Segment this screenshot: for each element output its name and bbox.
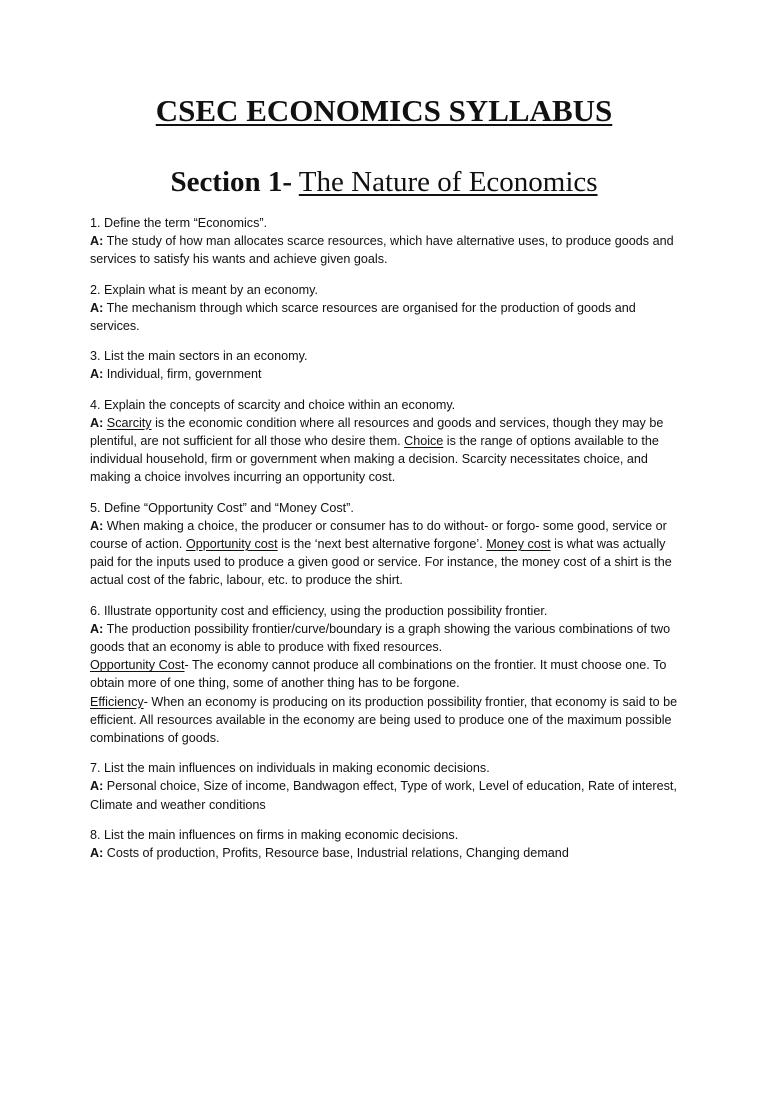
question-8: 8. List the main influences on firms in making economic decisions. <box>90 827 459 842</box>
answer-label: A: <box>90 234 104 249</box>
section-number: Section 1- <box>170 166 293 198</box>
answer-8 <box>90 844 678 862</box>
answer-6-text: The production possibility frontier/curve/boundary is a graph showing the various combinations of two goods that an economy is able to produce with fixed resources. <box>90 621 671 655</box>
answer-4-text-b: is the economic condition where all resources and goods and services, though they may be plentiful, are not sufficient for all those who desire them. <box>90 415 664 449</box>
qa-item-2 <box>90 281 678 336</box>
qa-item-4 <box>90 396 678 487</box>
answer-4 <box>90 414 678 487</box>
answer-5-text-a: When making a choice, the producer or consumer has to do without- or forgo- some good, service or course of action. <box>90 518 667 552</box>
question-list <box>90 214 678 862</box>
answer-label: A: <box>90 518 104 533</box>
answer-4-text-c: is the range of options available to the individual household, firm or government when making a decision. Scarcity necessitates choice, and making a choice involves incurring an opportunity cost. <box>90 434 659 485</box>
qa-item-8 <box>90 826 678 862</box>
answer-7-text: Personal choice, Size of income, Bandwagon effect, Type of work, Level of education, Rate of interest, Climate and weather conditions <box>90 779 677 812</box>
answer-5 <box>90 517 678 590</box>
qa-item-6 <box>90 602 678 748</box>
answer-6-opportunity-cost <box>90 656 678 692</box>
term-scarcity: Scarcity <box>106 415 152 430</box>
document-page <box>0 92 768 1116</box>
answer-3 <box>90 365 678 383</box>
answer-label: A: <box>90 415 104 430</box>
qa-item-3 <box>90 347 678 383</box>
question-5: 5. Define “Opportunity Cost” and “Money Cost”. <box>90 500 354 515</box>
section-heading <box>90 164 678 200</box>
answer-5-text-c: is what was actually paid for the inputs used to produce a given good or service. For instance, the money cost of a shirt is the actual cost of the fabric, labour, etc. to produce the shirt. <box>90 537 672 588</box>
qa-item-5 <box>90 499 678 590</box>
term-opportunity-cost: Opportunity cost <box>185 537 278 552</box>
answer-1-text: The study of how man allocates scarce resources, which have alternative uses, to produce goods and services to satisfy his wants and achieve given goals. <box>90 234 674 267</box>
term-efficiency: Efficiency <box>90 694 144 709</box>
answer-label: A: <box>90 621 104 636</box>
answer-6-efficiency-text: - When an economy is producing on its production possibility frontier, that economy is said to be efficient. All resources available in the economy are being used to produce one of the maximum possible combinations of goods. <box>90 694 678 746</box>
question-4: 4. Explain the concepts of scarcity and choice within an economy. <box>90 397 456 412</box>
question-7: 7. List the main influences on individuals in making economic decisions. <box>90 761 490 776</box>
answer-7 <box>90 777 678 813</box>
section-name: The Nature of Economics <box>298 166 598 198</box>
answer-label: A: <box>90 779 104 794</box>
answer-6-efficiency <box>90 693 678 748</box>
answer-8-text: Costs of production, Profits, Resource base, Industrial relations, Changing demand <box>103 846 569 861</box>
answer-2-text: The mechanism through which scarce resources are organised for the production of goods and services. <box>90 300 636 334</box>
answer-2 <box>90 299 678 335</box>
document-title: CSEC ECONOMICS SYLLABUS <box>155 93 613 128</box>
term-opportunity-cost-2: Opportunity Cost <box>90 658 185 673</box>
question-1: 1. Define the term “Economics”. <box>90 216 268 230</box>
qa-item-7 <box>90 759 678 814</box>
answer-label: A: <box>90 846 104 861</box>
term-choice: Choice <box>404 434 444 449</box>
answer-3-text: Individual, firm, government <box>103 367 262 382</box>
answer-1 <box>90 232 678 268</box>
question-6: 6. Illustrate opportunity cost and efficiency, using the production possibility frontier. <box>90 603 548 618</box>
answer-6-opportunity-text: - The economy cannot produce all combinations on the frontier. It must choose one. To obtain more of one thing, some of another thing has to be forgone. <box>90 658 667 691</box>
term-money-cost: Money cost <box>486 537 551 552</box>
answer-label: A: <box>90 367 104 382</box>
question-2: 2. Explain what is meant by an economy. <box>90 282 318 297</box>
answer-5-text-b: is the ‘next best alternative forgone’. <box>277 537 487 552</box>
question-3: 3. List the main sectors in an economy. <box>90 349 308 364</box>
answer-6 <box>90 620 678 656</box>
answer-label: A: <box>90 300 104 315</box>
qa-item-1 <box>90 214 678 269</box>
